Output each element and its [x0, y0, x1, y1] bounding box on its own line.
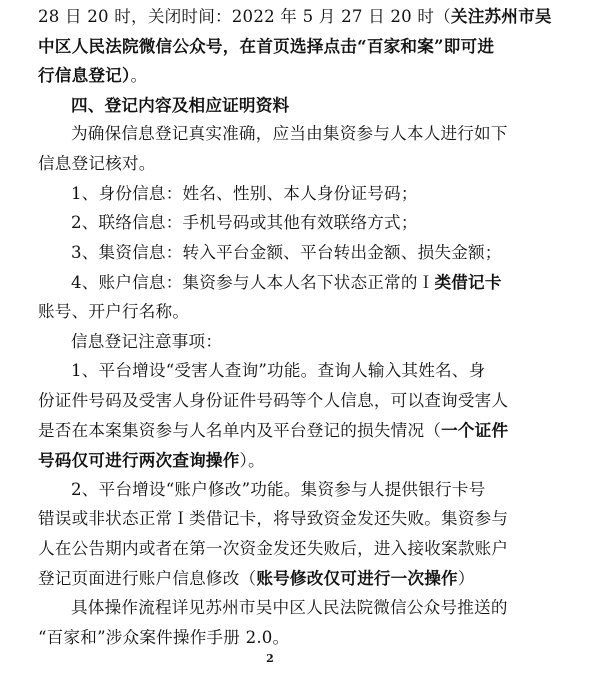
- text-line: [38, 568, 578, 589]
- text-segment: “百家和”涉众案件操作手册 2.0。: [38, 627, 290, 647]
- list-item: [71, 480, 611, 500]
- text-line: [38, 509, 578, 529]
- text-segment: 2、平台增设“账户修改”功能。集资参与人提供银行卡号: [71, 479, 486, 499]
- bold-text-segment: 号码仅可进行两次查询操作: [38, 450, 240, 470]
- text-segment: ）。: [239, 451, 265, 470]
- text-segment: 4、账户信息：集资参与人本人名下状态正常的Ｉ: [71, 273, 435, 293]
- text-line: [71, 598, 611, 618]
- text-line: [38, 450, 578, 471]
- text-segment: 2、联络信息：手机号码或其他有效联络方式；: [71, 213, 418, 233]
- text-segment: 具体操作流程详见苏州市吴中区人民法院微信公众号推送的: [71, 598, 508, 617]
- bold-text-segment: 账号修改仅可进行一次操作: [256, 568, 458, 589]
- text-line: [38, 36, 578, 57]
- text-line: [38, 65, 578, 86]
- text-segment: 28 日 20 时，关闭时间：2022 年 5 月 27 日 20 时（: [38, 7, 451, 26]
- text-line: [38, 628, 578, 648]
- text-segment: 3、集资信息：转入平台金额、平台转出金额、损失金额；: [71, 242, 502, 262]
- subheading: [71, 332, 611, 352]
- text-line: [38, 539, 578, 559]
- text-segment: 人在公告期内或者在第一次资金发还失败后，进入接收案款账户: [38, 538, 509, 558]
- bold-text-segment: 行信息登记）: [38, 65, 131, 86]
- text-segment: 账号、开户行名称。: [38, 302, 190, 321]
- text-segment: 。: [130, 66, 148, 86]
- text-segment: 1、平台增设“受害人查询”功能。查询人输入其姓名、身: [71, 361, 486, 381]
- text-line: [38, 391, 578, 411]
- list-item: [71, 361, 611, 381]
- text-line: [71, 124, 611, 144]
- section-heading: [71, 95, 611, 116]
- list-item: [71, 213, 611, 233]
- bold-text-segment: 中区人民法院微信公众号，在首页选择点击“百家和案”即可进: [38, 35, 495, 56]
- page-number: 2: [266, 652, 274, 665]
- bold-text-segment: 一个证件: [441, 420, 509, 441]
- text-segment: 是否在本案集资参与人名单内及平台登记的损失情况（: [38, 421, 442, 441]
- text-segment: 错误或非状态正常Ｉ类借记卡，将导致资金发还失败。集资参与: [38, 509, 509, 529]
- text-segment: 信息登记注意事项：: [71, 331, 223, 351]
- text-segment: 1、身份信息：姓名、性别、本人身份证号码；: [71, 183, 418, 203]
- text-line: [38, 154, 578, 174]
- text-segment: 为确保信息登记真实准确，应当由集资参与人本人进行如下: [71, 124, 508, 144]
- list-item: [71, 184, 611, 204]
- list-item: [71, 272, 611, 293]
- text-segment: 信息登记核对。: [38, 154, 156, 173]
- text-line: [38, 6, 578, 27]
- text-segment: ）: [457, 569, 475, 589]
- text-segment: 登记页面进行账户信息修改（: [38, 569, 257, 589]
- list-item: [71, 243, 611, 263]
- bold-text-segment: 关注苏州市吴: [450, 6, 552, 26]
- bold-text-segment: 四、登记内容及相应证明资料: [71, 94, 290, 115]
- text-segment: 份证件号码及受害人身份证件号码等个人信息，可以查询受害人: [38, 390, 509, 410]
- text-line: [38, 302, 578, 322]
- bold-text-segment: 类借记卡: [434, 272, 502, 293]
- text-line: [38, 420, 578, 441]
